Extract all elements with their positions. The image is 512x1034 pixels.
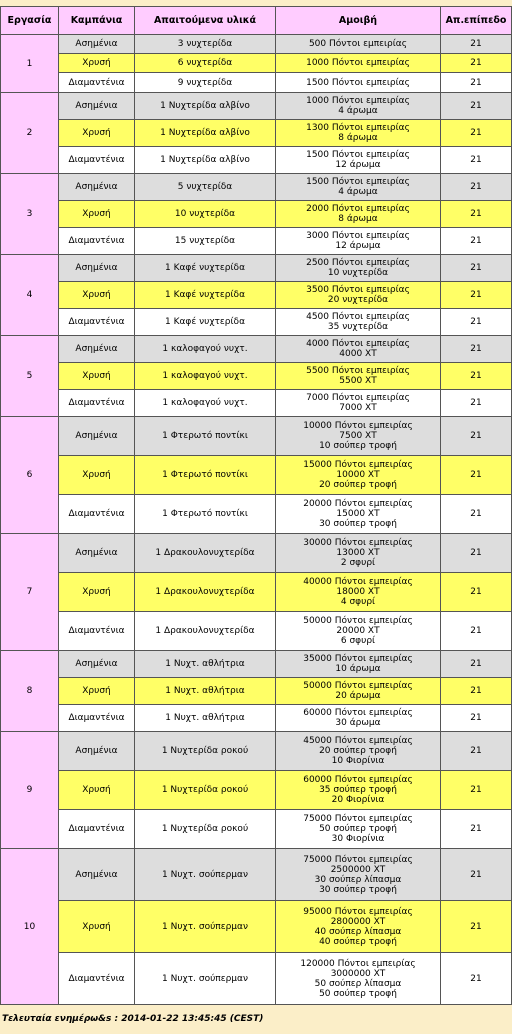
- quest-number: 1: [1, 35, 58, 92]
- materials-cell: 1 Φτερωτό ποντίκι: [135, 456, 275, 494]
- quest-number: 4: [1, 255, 58, 335]
- reward-cell: [276, 849, 440, 900]
- table-row: [1, 573, 511, 611]
- campaign-cell: Διαμαντένια: [59, 73, 134, 92]
- materials-cell: 1 Νυχτερίδα ροκού: [135, 732, 275, 770]
- reward-line: 40000 Πόντοι εμπειρίας: [303, 577, 413, 587]
- reward-line: 50000 Πόντοι εμπειρίας: [303, 681, 413, 691]
- materials-cell: 1 καλοφαγού νυχτ.: [135, 336, 275, 362]
- reward-line: 4000 Πόντοι εμπειρίας: [306, 339, 410, 349]
- campaign-cell: Ασημένια: [59, 651, 134, 677]
- campaign-cell: Ασημένια: [59, 255, 134, 281]
- quest-number: 6: [1, 417, 58, 533]
- table-row: [1, 390, 511, 416]
- materials-cell: 1 Νυχτερίδα ροκού: [135, 810, 275, 848]
- table-row: [1, 771, 511, 809]
- reward-line: 4 άρωμα: [338, 106, 378, 116]
- quest-number: 7: [1, 534, 58, 650]
- level-cell: 21: [441, 456, 511, 494]
- reward-line: 60000 Πόντοι εμπειρίας: [303, 775, 413, 785]
- level-cell: 21: [441, 771, 511, 809]
- materials-cell: 6 νυχτερίδα: [135, 54, 275, 72]
- campaign-cell: Διαμαντένια: [59, 810, 134, 848]
- table-row: [1, 417, 511, 455]
- reward-cell: [276, 35, 440, 53]
- reward-line: 2 σφυρί: [340, 558, 376, 568]
- campaign-cell: Χρυσή: [59, 573, 134, 611]
- level-cell: 21: [441, 495, 511, 533]
- table-row: [1, 651, 511, 677]
- reward-cell: [276, 93, 440, 119]
- materials-cell: 1 Φτερωτό ποντίκι: [135, 495, 275, 533]
- reward-line: 35 σούπερ τροφή: [319, 785, 397, 795]
- campaign-cell: Ασημένια: [59, 534, 134, 572]
- level-cell: 21: [441, 147, 511, 173]
- materials-cell: 5 νυχτερίδα: [135, 174, 275, 200]
- table-row: [1, 953, 511, 1004]
- reward-line: 95000 Πόντοι εμπειρίας: [303, 906, 413, 917]
- reward-cell: [276, 201, 440, 227]
- header-campaign: Καμπάνια: [59, 7, 134, 34]
- reward-line: 2800000 ΧΤ: [330, 916, 386, 927]
- level-cell: 21: [441, 612, 511, 650]
- reward-line: 35 νυχτερίδα: [327, 322, 389, 332]
- level-cell: 21: [441, 120, 511, 146]
- level-cell: 21: [441, 228, 511, 254]
- reward-cell: [276, 417, 440, 455]
- level-cell: 21: [441, 849, 511, 900]
- reward-line: 8 άρωμα: [338, 133, 378, 143]
- level-cell: 21: [441, 953, 511, 1004]
- campaign-cell: Χρυσή: [59, 120, 134, 146]
- reward-line: 1500 Πόντοι εμπειρίας: [306, 77, 410, 88]
- campaign-cell: Διαμαντένια: [59, 309, 134, 335]
- campaign-cell: Ασημένια: [59, 732, 134, 770]
- level-cell: 21: [441, 390, 511, 416]
- quest-number: 3: [1, 174, 58, 254]
- reward-cell: [276, 732, 440, 770]
- reward-line: 120000 Πόντοι εμπειρίας: [300, 958, 416, 969]
- reward-line: 4 άρωμα: [338, 187, 378, 197]
- campaign-cell: Διαμαντένια: [59, 147, 134, 173]
- reward-line: 30 σούπερ τροφή: [319, 884, 397, 895]
- reward-cell: [276, 651, 440, 677]
- table-row: [1, 495, 511, 533]
- reward-line: 1000 Πόντοι εμπειρίας: [306, 58, 410, 68]
- table-row: [1, 147, 511, 173]
- quest-number: 10: [1, 849, 58, 1004]
- reward-line: 2500 Πόντοι εμπειρίας: [306, 258, 410, 268]
- reward-line: 30 άρωμα: [335, 718, 381, 728]
- reward-line: 10 άρωμα: [335, 664, 381, 674]
- level-cell: 21: [441, 705, 511, 731]
- quest-number: 2: [1, 93, 58, 173]
- reward-line: 18000 ΧΤ: [336, 587, 380, 597]
- reward-cell: [276, 309, 440, 335]
- level-cell: 21: [441, 73, 511, 92]
- quest-number: 8: [1, 651, 58, 731]
- reward-cell: [276, 534, 440, 572]
- campaign-cell: Χρυσή: [59, 201, 134, 227]
- reward-cell: [276, 228, 440, 254]
- reward-cell: [276, 705, 440, 731]
- reward-line: 4000 ΧΤ: [339, 349, 377, 359]
- materials-cell: 1 Νυχτερίδα ροκού: [135, 771, 275, 809]
- reward-line: 3500 Πόντοι εμπειρίας: [306, 285, 410, 295]
- header-level: Απ.επίπεδο: [441, 7, 511, 34]
- reward-line: 15000 Πόντοι εμπειρίας: [303, 460, 413, 470]
- table-row: [1, 732, 511, 770]
- reward-line: 75000 Πόντοι εμπειρίας: [303, 814, 413, 824]
- campaign-cell: Διαμαντένια: [59, 228, 134, 254]
- header-quest: Εργασία: [1, 7, 58, 34]
- reward-cell: [276, 54, 440, 72]
- reward-cell: [276, 456, 440, 494]
- reward-line: 20 άρωμα: [335, 691, 381, 701]
- campaign-cell: Διαμαντένια: [59, 612, 134, 650]
- reward-line: 20 σούπερ τροφή: [319, 746, 397, 756]
- reward-line: 13000 ΧΤ: [336, 548, 380, 558]
- last-updated: Τελευταία ενημέρω&s : 2014-01-22 13:45:45 (CEST): [2, 1014, 264, 1024]
- reward-line: 50 σούπερ τροφή: [319, 824, 397, 834]
- materials-cell: 15 νυχτερίδα: [135, 228, 275, 254]
- level-cell: 21: [441, 810, 511, 848]
- table-row: [1, 54, 511, 72]
- reward-line: 20000 ΧΤ: [336, 626, 380, 636]
- reward-line: 30 σούπερ λίπασμα: [314, 874, 402, 885]
- campaign-cell: Ασημένια: [59, 35, 134, 53]
- materials-cell: 1 Φτερωτό ποντίκι: [135, 417, 275, 455]
- reward-line: 10000 ΧΤ: [336, 470, 380, 480]
- materials-cell: 1 Νυχτ. αθλήτρια: [135, 678, 275, 704]
- table-row: [1, 255, 511, 281]
- reward-cell: [276, 573, 440, 611]
- level-cell: 21: [441, 573, 511, 611]
- reward-line: 4500 Πόντοι εμπειρίας: [306, 312, 410, 322]
- reward-cell: [276, 363, 440, 389]
- level-cell: 21: [441, 534, 511, 572]
- level-cell: 21: [441, 732, 511, 770]
- campaign-cell: Διαμαντένια: [59, 390, 134, 416]
- reward-line: 50000 Πόντοι εμπειρίας: [303, 616, 413, 626]
- reward-line: 10 σούπερ τροφή: [319, 441, 397, 451]
- campaign-cell: Ασημένια: [59, 93, 134, 119]
- reward-cell: [276, 390, 440, 416]
- campaign-cell: Χρυσή: [59, 282, 134, 308]
- materials-cell: 1 καλοφαγού νυχτ.: [135, 363, 275, 389]
- materials-cell: 1 Δρακουλονυχτερίδα: [135, 573, 275, 611]
- level-cell: 21: [441, 201, 511, 227]
- reward-line: 30 σούπερ τροφή: [319, 519, 397, 529]
- reward-line: 6 σφυρί: [340, 636, 376, 646]
- reward-line: 10 νυχτερίδα: [327, 268, 389, 278]
- materials-cell: 1 Νυχτ. σούπερμαν: [135, 901, 275, 952]
- reward-line: 500 Πόντοι εμπειρίας: [308, 39, 408, 49]
- materials-cell: 1 Νυχτ. αθλήτρια: [135, 705, 275, 731]
- reward-cell: [276, 282, 440, 308]
- table-row: [1, 363, 511, 389]
- level-cell: 21: [441, 336, 511, 362]
- materials-cell: 1 Νυχτερίδα αλβίνο: [135, 93, 275, 119]
- reward-line: 8 άρωμα: [338, 214, 378, 224]
- campaign-cell: Διαμαντένια: [59, 953, 134, 1004]
- materials-cell: 9 νυχτερίδα: [135, 73, 275, 92]
- quest-number: 9: [1, 732, 58, 848]
- materials-cell: 10 νυχτερίδα: [135, 201, 275, 227]
- materials-cell: 1 Νυχτ. σούπερμαν: [135, 953, 275, 1004]
- campaign-cell: Ασημένια: [59, 849, 134, 900]
- level-cell: 21: [441, 35, 511, 53]
- reward-line: 10 Φιορίνια: [331, 756, 385, 766]
- reward-line: 2500000 ΧΤ: [330, 864, 386, 875]
- reward-line: 20 Φιορίνια: [331, 795, 385, 805]
- table-row: [1, 120, 511, 146]
- reward-line: 5500 Πόντοι εμπειρίας: [306, 366, 410, 376]
- table-row: [1, 901, 511, 952]
- table-row: [1, 849, 511, 900]
- level-cell: 21: [441, 901, 511, 952]
- reward-line: 7000 ΧΤ: [339, 403, 377, 413]
- campaign-cell: Ασημένια: [59, 336, 134, 362]
- reward-line: 10000 Πόντοι εμπειρίας: [303, 421, 413, 431]
- reward-line: 1000 Πόντοι εμπειρίας: [306, 96, 410, 106]
- campaign-cell: Διαμαντένια: [59, 705, 134, 731]
- table-row: [1, 228, 511, 254]
- reward-line: 1300 Πόντοι εμπειρίας: [306, 123, 410, 133]
- campaign-cell: Χρυσή: [59, 771, 134, 809]
- level-cell: 21: [441, 255, 511, 281]
- table-row: [1, 534, 511, 572]
- table-row: [1, 309, 511, 335]
- level-cell: 21: [441, 678, 511, 704]
- reward-line: 30000 Πόντοι εμπειρίας: [303, 538, 413, 548]
- table-row: [1, 73, 511, 92]
- reward-line: 50 σούπερ λίπασμα: [314, 978, 402, 989]
- reward-line: 15000 ΧΤ: [336, 509, 380, 519]
- reward-line: 20000 Πόντοι εμπειρίας: [303, 499, 413, 509]
- reward-cell: [276, 612, 440, 650]
- reward-cell: [276, 495, 440, 533]
- table-row: [1, 174, 511, 200]
- level-cell: 21: [441, 651, 511, 677]
- campaign-cell: Ασημένια: [59, 174, 134, 200]
- campaign-cell: Χρυσή: [59, 363, 134, 389]
- reward-cell: [276, 771, 440, 809]
- reward-cell: [276, 901, 440, 952]
- table-row: [1, 810, 511, 848]
- reward-line: 1500 Πόντοι εμπειρίας: [306, 150, 410, 160]
- reward-cell: [276, 336, 440, 362]
- header-reward: Αμοιβή: [276, 7, 440, 34]
- quest-body: [1, 35, 511, 1004]
- campaign-cell: Διαμαντένια: [59, 495, 134, 533]
- reward-line: 12 άρωμα: [335, 241, 381, 251]
- materials-cell: 1 Καφέ νυχτερίδα: [135, 309, 275, 335]
- table-row: [1, 705, 511, 731]
- reward-line: 60000 Πόντοι εμπειρίας: [303, 708, 413, 718]
- reward-line: 30 Φιορίνια: [331, 834, 385, 844]
- header-row: [1, 7, 511, 34]
- reward-line: 40 σούπερ λίπασμα: [314, 926, 402, 937]
- reward-line: 40 σούπερ τροφή: [319, 936, 397, 947]
- reward-cell: [276, 953, 440, 1004]
- table-row: [1, 336, 511, 362]
- table-row: [1, 678, 511, 704]
- table-row: [1, 93, 511, 119]
- level-cell: 21: [441, 93, 511, 119]
- table-row: [1, 201, 511, 227]
- level-cell: 21: [441, 174, 511, 200]
- materials-cell: 1 Καφέ νυχτερίδα: [135, 255, 275, 281]
- table-row: [1, 282, 511, 308]
- level-cell: 21: [441, 417, 511, 455]
- quest-table: [0, 6, 512, 1005]
- campaign-cell: Χρυσή: [59, 678, 134, 704]
- reward-line: 45000 Πόντοι εμπειρίας: [303, 736, 413, 746]
- reward-line: 3000 Πόντοι εμπειρίας: [306, 231, 410, 241]
- level-cell: 21: [441, 363, 511, 389]
- quest-number: 5: [1, 336, 58, 416]
- materials-cell: 1 καλοφαγού νυχτ.: [135, 390, 275, 416]
- header-materials: Απαιτούμενα υλικά: [135, 7, 275, 34]
- materials-cell: 1 Δρακουλονυχτερίδα: [135, 534, 275, 572]
- materials-cell: 1 Νυχτερίδα αλβίνο: [135, 120, 275, 146]
- reward-line: 3000000 ΧΤ: [330, 968, 386, 979]
- level-cell: 21: [441, 282, 511, 308]
- reward-line: 4 σφυρί: [340, 597, 376, 607]
- reward-line: 20 νυχτερίδα: [327, 295, 389, 305]
- reward-cell: [276, 255, 440, 281]
- reward-cell: [276, 174, 440, 200]
- reward-line: 1500 Πόντοι εμπειρίας: [306, 177, 410, 187]
- materials-cell: 1 Καφέ νυχτερίδα: [135, 282, 275, 308]
- materials-cell: 3 νυχτερίδα: [135, 35, 275, 53]
- materials-cell: 1 Δρακουλονυχτερίδα: [135, 612, 275, 650]
- materials-cell: 1 Νυχτερίδα αλβίνο: [135, 147, 275, 173]
- reward-line: 20 σούπερ τροφή: [319, 480, 397, 490]
- reward-line: 7500 ΧΤ: [339, 431, 377, 441]
- reward-line: 12 άρωμα: [335, 160, 381, 170]
- reward-line: 2000 Πόντοι εμπειρίας: [306, 204, 410, 214]
- level-cell: 21: [441, 54, 511, 72]
- campaign-cell: Ασημένια: [59, 417, 134, 455]
- reward-cell: [276, 810, 440, 848]
- table-row: [1, 612, 511, 650]
- materials-cell: 1 Νυχτ. αθλήτρια: [135, 651, 275, 677]
- reward-line: 5500 ΧΤ: [339, 376, 377, 386]
- reward-line: 35000 Πόντοι εμπειρίας: [303, 654, 413, 664]
- campaign-cell: Χρυσή: [59, 456, 134, 494]
- table-row: [1, 35, 511, 53]
- materials-cell: 1 Νυχτ. σούπερμαν: [135, 849, 275, 900]
- reward-line: 75000 Πόντοι εμπειρίας: [303, 854, 413, 865]
- level-cell: 21: [441, 309, 511, 335]
- reward-cell: [276, 678, 440, 704]
- campaign-cell: Χρυσή: [59, 54, 134, 72]
- reward-cell: [276, 73, 440, 92]
- reward-cell: [276, 120, 440, 146]
- reward-line: 7000 Πόντοι εμπειρίας: [306, 393, 410, 403]
- table-row: [1, 456, 511, 494]
- campaign-cell: Χρυσή: [59, 901, 134, 952]
- reward-cell: [276, 147, 440, 173]
- reward-line: 50 σούπερ τροφή: [319, 988, 397, 999]
